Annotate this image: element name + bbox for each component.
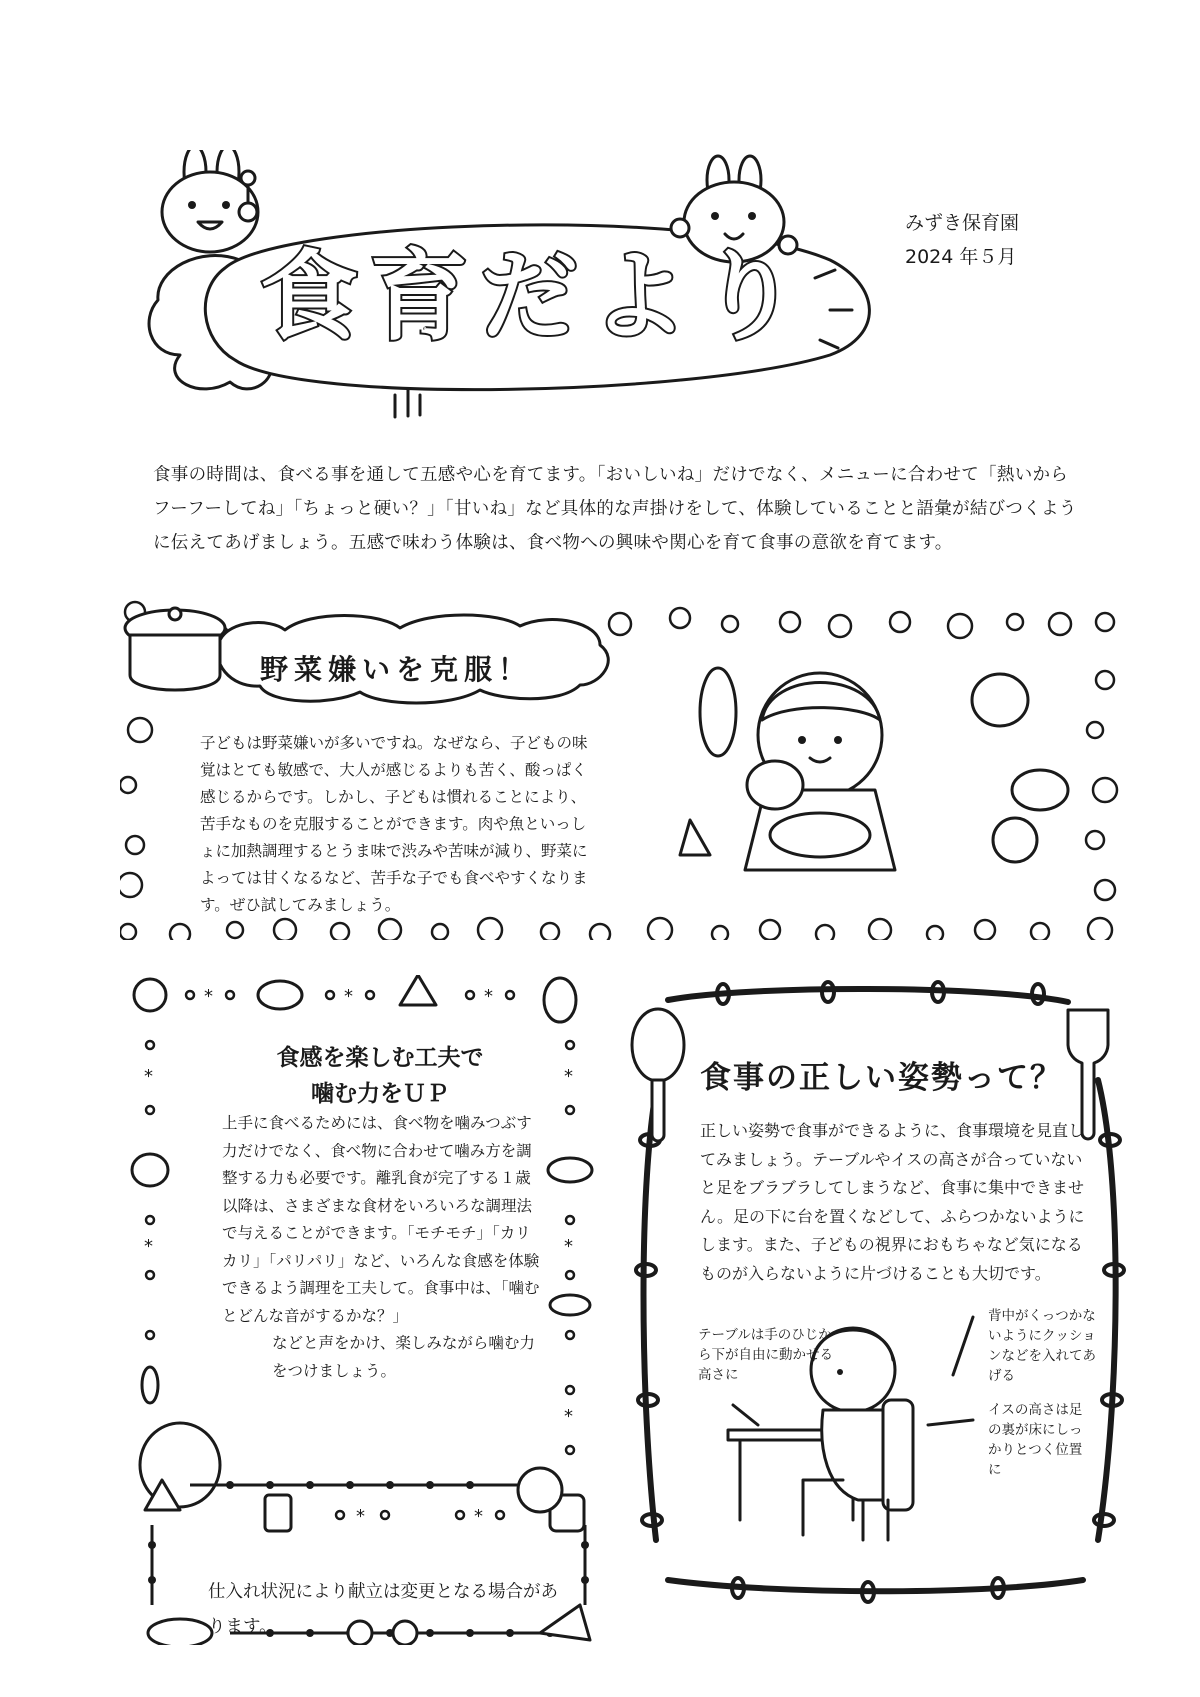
chewing-heading [215,1040,545,1112]
chewing-body-text: 上手に食べるためには、食べ物を噛みつぶす力だけでなく、食べ物に合わせて噛み方を調整する力も必要です。離乳食が完了する１歳以降は、さまざまな食材をいろいろな調理法で与えることができます。「モチモチ」「カリカリ」「パリパリ」など、いろんな食感を体験できるよう調理を工夫して。食事中は、「噛むとどんな音がするかな？」 [222,1114,540,1325]
svg-text:*: * [144,1236,153,1257]
intro-text: 食事の時間は、食べる事を通して五感や心を育てます。「おいしいね」だけでなく、メニューに合わせて「熱いからフーフーしてね」「ちょっと硬い？」「甘いね」など具体的な声掛けをして、体験していることと語彙が結びつくように伝えてあげましょう。五感で味わう体験は、食べ物への興味や関心を育て食事の意欲を育てます。 [153,465,1077,553]
vegetables-body: 子どもは野菜嫌いが多いですね。なぜなら、子どもの味覚はとても敏感で、大人が感じるよりも苦く、酸っぱく感じるからです。しかし、子どもは慣れることにより、苦手なものを克服することができます。肉や魚といっしょに加熱調理するとうま味で渋みや苦味が減り、野菜によっては甘くなるなど、苦手な子でも食べやすくなります。ぜひ試してみましょう。 [200,734,588,914]
svg-text:*: * [144,1066,153,1087]
chewing-body-continued: などと声をかけ、楽しみながら噛む力をつけましょう。 [272,1334,535,1380]
svg-text:*: * [204,986,213,1007]
chewing-heading-line1: 食感を楽しむ工夫で [276,1045,484,1071]
newsletter-title: 食育だより [260,240,811,354]
issue-date: 2024 年５月 [905,246,1017,268]
chewing-heading-line2: 噛む力をＵＰ [311,1081,449,1107]
school-name: みずき保育園 [905,212,1020,234]
school-info [905,206,1019,274]
posture-body: 正しい姿勢で食事ができるように、食事環境を見直してみましょう。テーブルやイスの高さが合っていないと足をブラブラしてしまうなど、食事に集中できません。足の下に台を置くなどして、ふらつかないようにします。また、子どもの視界におもちゃなど気になるものが入らないように片づけることも大切です。 [700,1121,1085,1283]
posture-heading: 食事の正しい姿勢って？ [700,1060,1063,1096]
svg-text:*: * [484,986,493,1007]
posture-note-back: 背中がくっつかないようにクッションなどを入れてあげる [988,1308,1096,1384]
chewing-body [222,1110,542,1385]
svg-text:*: * [564,1406,573,1427]
svg-text:*: * [474,1506,483,1527]
svg-text:*: * [564,1066,573,1087]
vegetables-heading: 野菜嫌いを克服！ [260,653,533,686]
menu-change-notice: 仕入れ状況により献立は変更となる場合があります。 [208,1582,558,1637]
header-banner [140,150,880,440]
svg-text:*: * [356,1506,365,1527]
posture-note-table: テーブルは手のひじから下が自由に動かせる高さに [698,1327,833,1383]
svg-text:*: * [564,1236,573,1257]
posture-note-chair: イスの高さは足の裏が床にしっかりとつく位置に [988,1402,1083,1478]
svg-text:*: * [344,986,353,1007]
